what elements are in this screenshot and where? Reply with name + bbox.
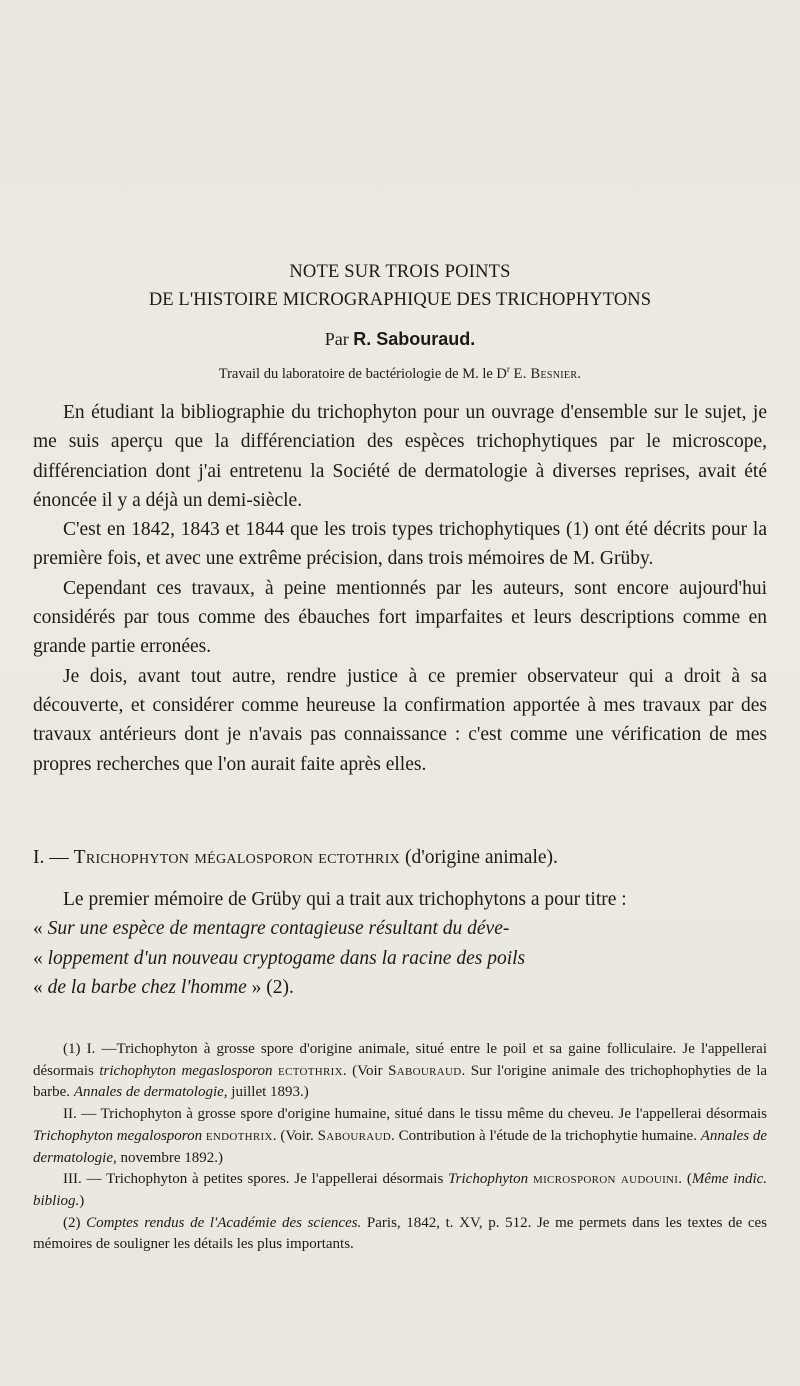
footnote-text: III. — Trichophyton à petites spores. Je l'appellerai désormais [63, 1171, 444, 1188]
title-line-1: NOTE SUR TROIS POINTS [289, 262, 511, 282]
footnote-text: (1) I. —Trichophyton à grosse spore d'origine animale, situé entre le poil et sa gaine folliculaire. Je l'appellerai désormais [33, 1041, 767, 1079]
intro-paragraphs [33, 398, 767, 779]
section-rest: (d'origine animale). [404, 847, 558, 868]
paragraph: Je dois, avant tout autre, rendre justice à ce premier observateur qui a droit à sa découverte, et considérer comme heureuse la confirmation apportée à mes travaux par des travaux antérieurs dont je n'avais pas connaissance : c'est comme une vérification de mes propres recherches que l'on aurait faite après elles. [33, 665, 767, 775]
footnote-smallcaps: microsporon audouini [532, 1171, 679, 1188]
author-prefix: Par [324, 329, 349, 349]
footnote-text: II. — Trichophyton à grosse spore d'origine humaine, situé dans le tissu même du cheveu. Je l'appellerai désormais [63, 1106, 767, 1123]
footnote-text: (2) [63, 1214, 81, 1231]
quote-ref: (2). [266, 976, 294, 998]
footnote-smallcaps: Sabouraud [388, 1062, 462, 1079]
paragraph: Le premier mémoire de Grüby qui a trait aux trichophytons a pour titre : [63, 889, 627, 910]
footnotes [33, 1039, 767, 1256]
paragraph: En étudiant la bibliographie du trichophyton pour un ouvrage d'ensemble sur le sujet, je me suis aperçu que la différenciation des espèces trichophytiques par le microscope, différenciation dont j'ai entretenu la Société de dermatologie à diverses reprises, avait été énoncée il y a déjà un demi-siècle. [33, 402, 767, 511]
footnote-smallcaps: endothrix [205, 1127, 273, 1144]
lab-sup: r [506, 364, 510, 374]
footnote-text: . (Voir. [272, 1127, 314, 1144]
footnote [33, 1169, 767, 1212]
footnote-text: novembre 1892.) [120, 1149, 223, 1166]
lab-name: E. Besnier. [513, 365, 582, 382]
section-heading [33, 847, 773, 869]
quote-text-1: Sur une espèce de mentagre contagieuse résultant du déve- [47, 918, 510, 940]
section-body [33, 885, 767, 1002]
title-line-2: DE L'HISTOIRE MICROGRAPHIQUE DES TRICHOPHYTONS [148, 290, 652, 310]
lab-text: Travail du laboratoire de bactériologie de M. le D [218, 365, 507, 382]
laboratory-line [0, 364, 800, 383]
footnote-italic: Comptes rendus de l'Académie des sciences. [86, 1214, 362, 1231]
footnote-text: . (Voir [342, 1062, 383, 1079]
footnote-text: juillet 1893.) [231, 1084, 309, 1101]
footnote-italic: Trichophyton [448, 1171, 529, 1188]
footnote-text: . Contribution à l'étude de la trichophytie humaine. [391, 1127, 697, 1144]
footnote-italic: Annales de dermatologie, [33, 1127, 768, 1166]
show-through-texture [30, 85, 770, 271]
footnote-italic: Trichophyton megalosporon [33, 1127, 203, 1144]
author-line [0, 329, 800, 350]
footnote [33, 1213, 767, 1256]
section-name: Trichophyton mégalosporon ectothrix [73, 847, 401, 868]
quote-line: « loppement d'un nouveau cryptogame dans la racine des poils [33, 947, 526, 969]
author-name: R. Sabouraud. [353, 329, 476, 349]
footnote [33, 1039, 767, 1104]
footnote-text: Paris, 1842, t. XV, p. 512. Je me permets dans les textes de ces mémoires de souligner les détails les plus importants. [33, 1214, 767, 1253]
footnote [33, 1104, 767, 1169]
quote-line: « Sur une espèce de mentagre contagieuse résultant du déve- [33, 918, 510, 940]
quote-text-2: loppement d'un nouveau cryptogame dans la racine des poils [47, 947, 526, 969]
footnote-text: . Sur l'origine animale des trichophophyties de la barbe. [33, 1062, 768, 1101]
paragraph: C'est en 1842, 1843 et 1844 que les trois types trichophytiques (1) ont été décrits pour la première fois, et avec une extrême précision, dans trois mémoires de M. Grüby. [33, 519, 767, 570]
footnote-italic: Même indic. bibliog. [33, 1171, 768, 1209]
footnote-italic: Annales de dermatologie, [73, 1084, 228, 1101]
footnote-smallcaps: Sabouraud [317, 1127, 392, 1144]
quote-line: « de la barbe chez l'homme » (2). [33, 976, 294, 998]
footnote-smallcaps: ectothrix [278, 1062, 343, 1079]
footnote-text: . ( [678, 1171, 692, 1188]
quote-text-3: de la barbe chez l'homme [47, 976, 247, 998]
paragraph: Cependant ces travaux, à peine mentionnés par les auteurs, sont encore aujourd'hui considérés par tous comme des ébauches fort imparfaites et leurs descriptions comme en grande partie erronées. [33, 577, 767, 658]
footnote-italic: trichophyton megaslosporon [99, 1062, 273, 1079]
section-number: I. — [33, 847, 69, 868]
footnote-text: ) [79, 1192, 85, 1209]
